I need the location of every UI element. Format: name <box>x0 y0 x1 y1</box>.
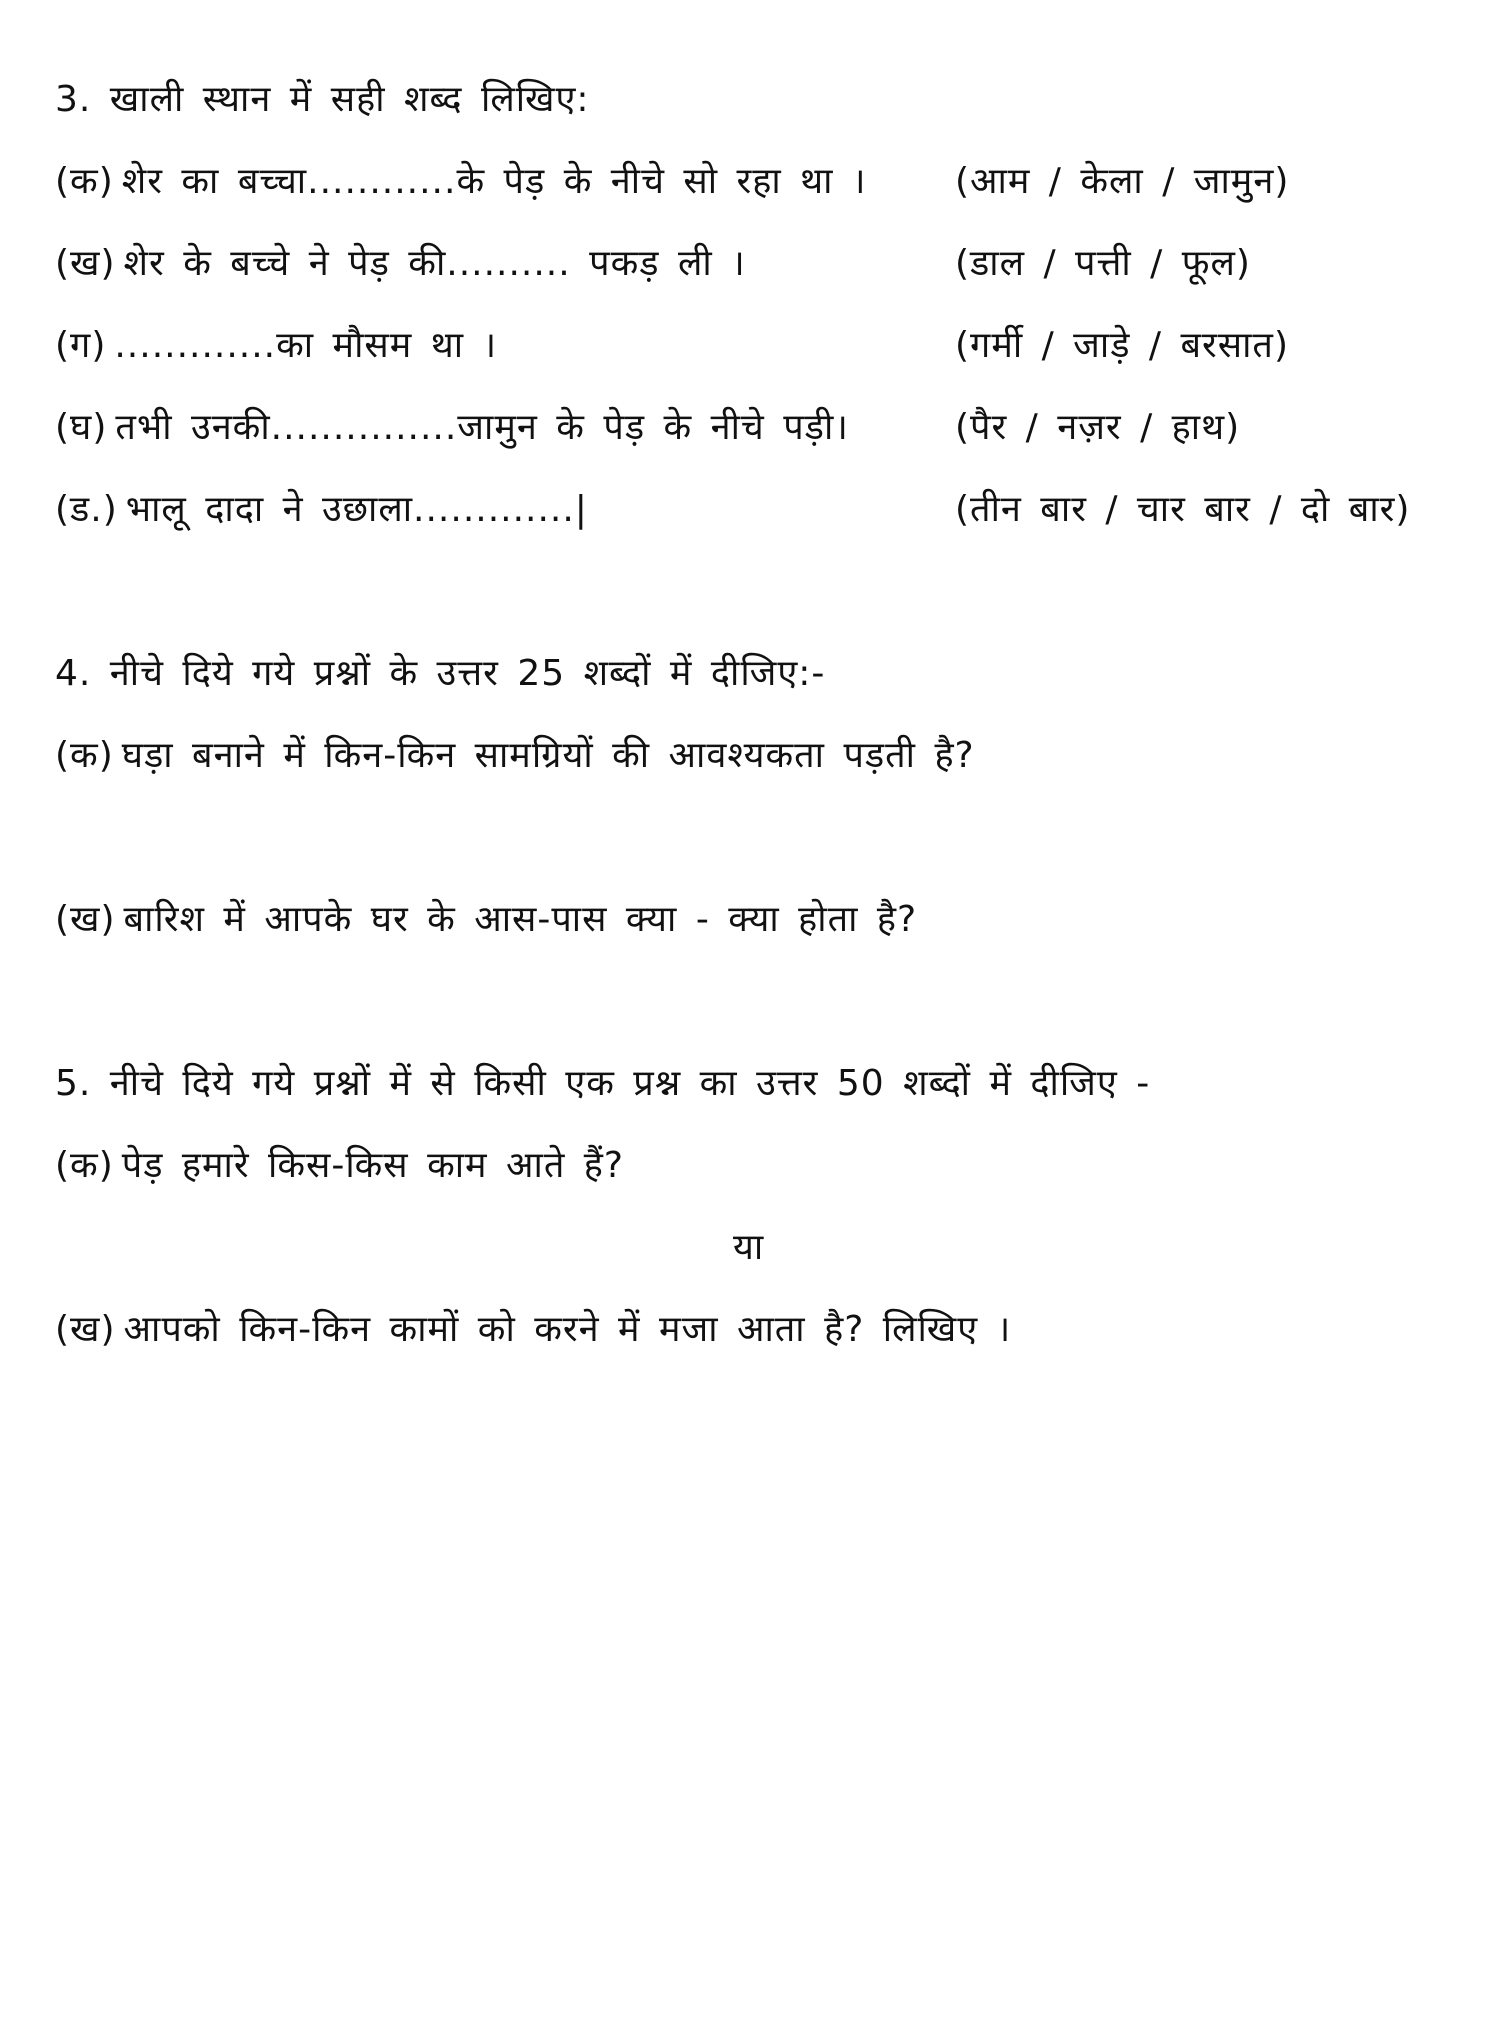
item-text: तभी उनकी...............जामुन के पेड़ के नीचे पड़ी। <box>115 407 849 448</box>
q4-item-ka <box>55 734 975 778</box>
q5-item-ka <box>55 1144 624 1188</box>
q5-heading: 5. नीचे दिये गये प्रश्नों में से किसी एक प्रश्न का उत्तर 50 शब्दों में दीजिए - <box>55 1063 1151 1104</box>
item-text: घड़ा बनाने में किन-किन सामग्रियों की आवश्यकता पड़ती है? <box>121 735 975 776</box>
item-text: शेर का बच्चा............के पेड़ के नीचे सो रहा था । <box>121 161 867 202</box>
item-label: (ख) <box>55 243 116 284</box>
item-text: भालू दादा ने उछाला.............| <box>125 489 588 530</box>
q3-item-gha <box>55 406 849 450</box>
q4-heading: 4. नीचे दिये गये प्रश्नों के उत्तर 25 शब्दों में दीजिए:- <box>55 653 826 694</box>
item-label: (ख) <box>55 1309 116 1350</box>
item-label: (क) <box>55 161 114 202</box>
q3-options-da: (तीन बार / चार बार / दो बार) <box>955 489 1411 530</box>
item-text: .............का मौसम था । <box>114 325 498 366</box>
q3-options-gha: (पैर / नज़र / हाथ) <box>955 407 1241 448</box>
q3-options-ka: (आम / केला / जामुन) <box>955 161 1290 202</box>
item-text: शेर के बच्चे ने पेड़ की.......... पकड़ ली । <box>123 243 746 284</box>
q4-item-kha <box>55 898 917 942</box>
item-label: (ड.) <box>55 489 118 530</box>
q3-heading: 3. खाली स्थान में सही शब्द लिखिए: <box>55 79 590 120</box>
item-text: आपको किन-किन कामों को करने में मजा आता है? लिखिए । <box>123 1309 1012 1350</box>
item-text: बारिश में आपके घर के आस-पास क्या - क्या होता है? <box>123 899 918 940</box>
q3-options-ga: (गर्मी / जाड़े / बरसात) <box>955 325 1289 366</box>
q3-item-ga <box>55 324 497 368</box>
item-label: (ख) <box>55 899 116 940</box>
item-label: (घ) <box>55 407 108 448</box>
item-label: (क) <box>55 1145 114 1186</box>
item-label: (क) <box>55 735 114 776</box>
q5-item-kha <box>55 1308 1011 1352</box>
item-label: (ग) <box>55 325 107 366</box>
item-text: पेड़ हमारे किस-किस काम आते हैं? <box>121 1145 625 1186</box>
q3-options-kha: (डाल / पत्ती / फूल) <box>955 243 1251 284</box>
q3-item-da <box>55 488 588 532</box>
q5-or-separator: या <box>733 1227 764 1268</box>
q3-item-kha <box>55 242 746 286</box>
q3-item-ka <box>55 160 867 204</box>
